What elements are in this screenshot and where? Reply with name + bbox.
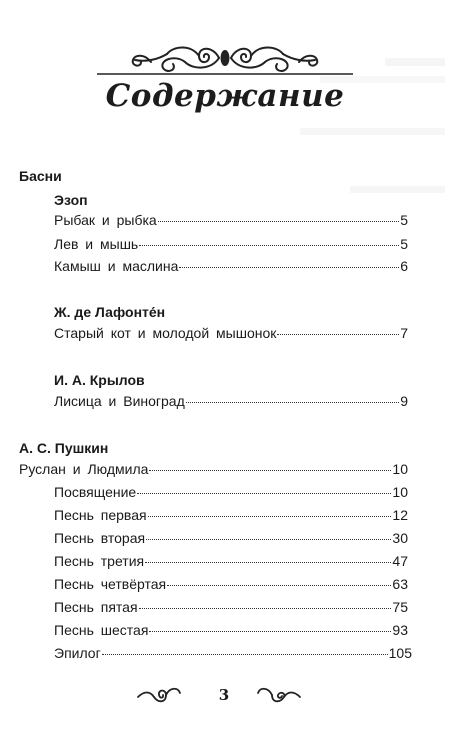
toc-entry[interactable] (54, 553, 408, 569)
toc-entry[interactable] (54, 507, 408, 523)
dot-leader (149, 631, 391, 632)
entry-title: Песнь первая (54, 507, 147, 523)
right-flourish-icon (256, 683, 302, 705)
entry-title: Руслан и Людмила (19, 461, 149, 477)
entry-page: 7 (400, 325, 408, 341)
entry-title: Посвящение (54, 484, 137, 500)
author-heading-pushkin: А. С. Пушкин (19, 440, 109, 456)
toc-entry[interactable] (54, 212, 408, 228)
toc-entry[interactable] (54, 530, 408, 546)
entry-page: 5 (400, 236, 408, 252)
page-number: 3 (218, 686, 230, 704)
dot-leader (137, 493, 391, 494)
toc-entry[interactable] (54, 393, 408, 409)
page-footer (0, 681, 450, 711)
entry-title: Песнь третия (54, 553, 145, 569)
dot-leader (139, 608, 392, 609)
author-heading-lafontaine: Ж. де Лафонте́н (54, 304, 166, 320)
entry-title: Песнь пятая (54, 599, 138, 615)
toc-entry[interactable] (54, 325, 408, 341)
entry-page: 30 (392, 530, 408, 546)
dot-leader (139, 245, 399, 246)
entry-page: 10 (392, 461, 408, 477)
dot-leader (186, 402, 399, 403)
dot-leader (145, 562, 391, 563)
entry-page: 6 (400, 258, 408, 274)
entry-page: 9 (400, 393, 408, 409)
entry-title: Эпилог (54, 645, 101, 661)
dot-leader (146, 539, 391, 540)
author-heading-krylov: И. А. Крылов (54, 372, 145, 388)
left-flourish-icon (136, 683, 182, 705)
toc-entry[interactable] (54, 258, 408, 274)
entry-title: Рыбак и рыбка (54, 212, 157, 228)
entry-page: 75 (392, 599, 408, 615)
entry-page: 12 (392, 507, 408, 523)
entry-title: Камыш и маслина (54, 258, 179, 274)
entry-title: Песнь шестая (54, 622, 149, 638)
toc-entry[interactable] (54, 576, 408, 592)
toc-entry[interactable] (54, 599, 408, 615)
entry-title: Старый кот и молодой мышонок (54, 325, 277, 341)
entry-page: 5 (400, 212, 408, 228)
entry-page: 10 (392, 484, 408, 500)
page-title: Содержание (105, 78, 345, 114)
entry-title: Песнь четвёртая (54, 576, 167, 592)
toc-entry[interactable] (54, 484, 408, 500)
dot-leader (148, 516, 392, 517)
dot-leader (277, 334, 399, 335)
dot-leader (167, 585, 391, 586)
entry-page: 93 (392, 622, 408, 638)
entry-page: 63 (392, 576, 408, 592)
toc-entry[interactable] (19, 461, 408, 477)
author-heading-aesop: Эзоп (54, 192, 88, 208)
entry-title: Лисица и Виноград (54, 393, 185, 409)
dot-leader (158, 221, 400, 222)
entry-page: 47 (392, 553, 408, 569)
toc-entry[interactable] (54, 236, 408, 252)
dot-leader (149, 470, 391, 471)
toc-entry[interactable] (54, 645, 412, 661)
dot-leader (102, 654, 388, 655)
dot-leader (179, 267, 399, 268)
entry-title: Песнь вторая (54, 530, 146, 546)
entry-title: Лев и мышь (54, 236, 139, 252)
entry-page: 105 (388, 645, 412, 661)
toc-entry[interactable] (54, 622, 408, 638)
section-heading-fables: Басни (19, 168, 62, 184)
